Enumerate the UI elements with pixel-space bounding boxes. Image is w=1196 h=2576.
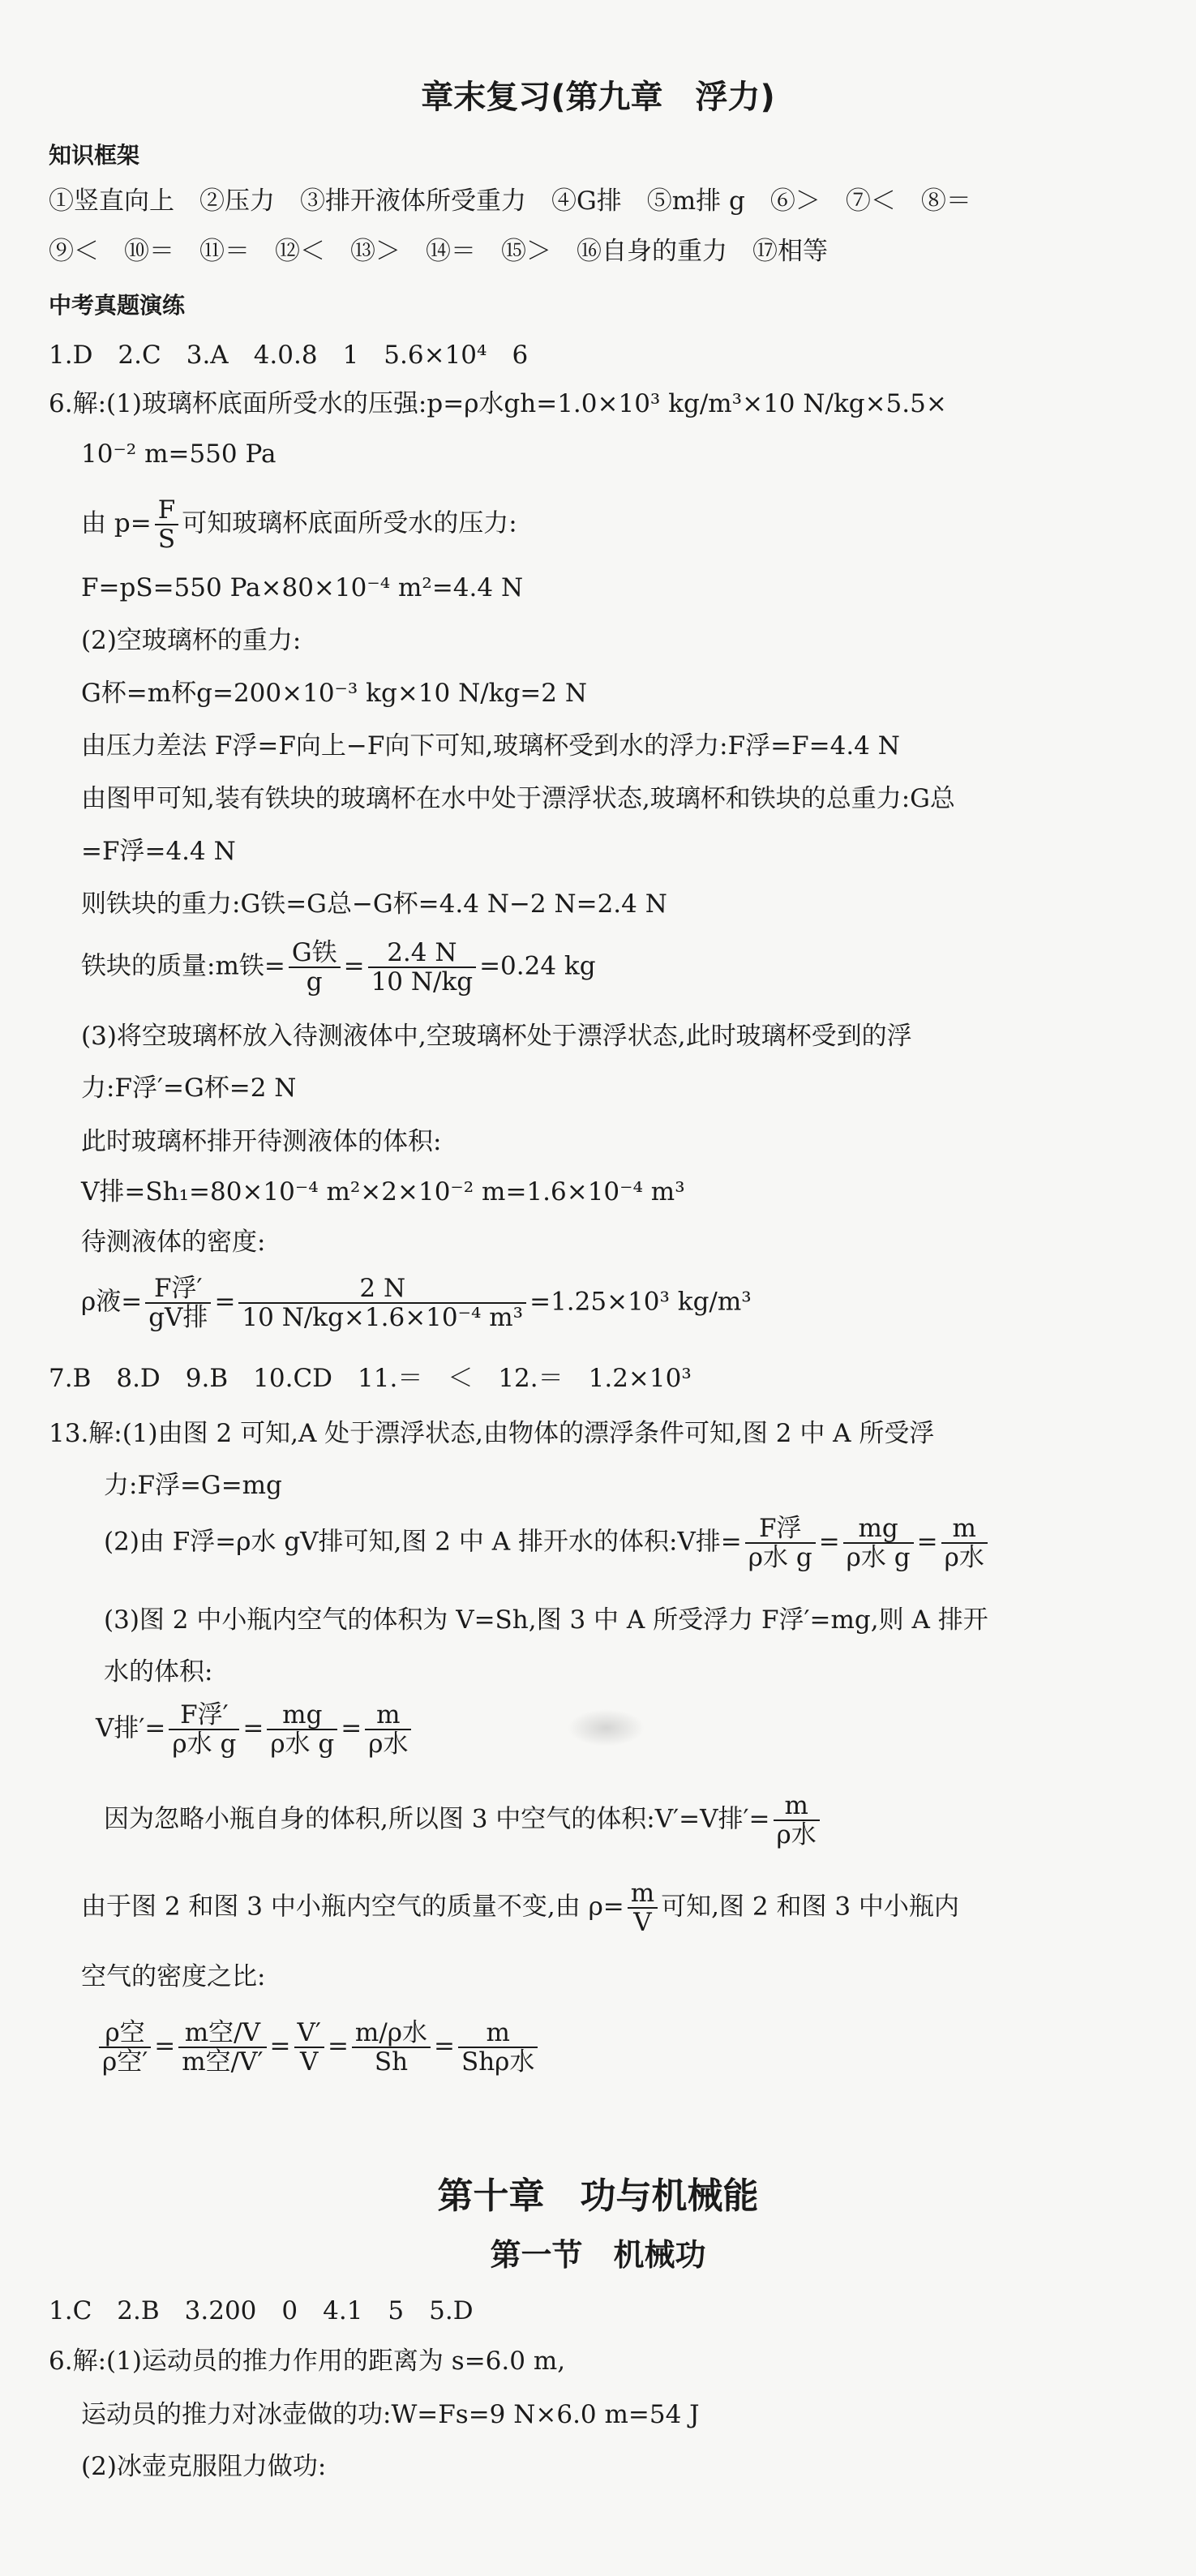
q6-iron-mass-formula: 铁块的质量:m铁= G铁 g = $\frac{2.4 N}{10 N/kg}$ =0.24 kg [81, 938, 596, 997]
q6-line: (3)将空玻璃杯放入待测液体中,空玻璃杯处于漂浮状态,此时玻璃杯受到的浮 [81, 1022, 912, 1051]
q13-line: (3)图 2 中小瓶内空气的体积为 V=Sh,图 3 中 A 所受浮力 F浮′=mg,则 A 排开 [104, 1605, 988, 1635]
chapter-10-section-title: 第一节 机械功 [490, 2237, 706, 2273]
q13-line: 13.解:(1)由图 2 可知,A 处于漂浮状态,由物体的漂浮条件可知,图 2 中 A 所受浮 [49, 1419, 935, 1448]
q6-line: 由压力差法 F浮=F向上−F向下可知,玻璃杯受到水的浮力:F浮=F=4.4 N [81, 731, 900, 761]
q6-line: 由图甲可知,装有铁块的玻璃杯在水中处于漂浮状态,玻璃杯和铁块的总重力:G总 [81, 784, 955, 813]
q6-line: V排=Sh₁=80×10⁻⁴ m²×2×10⁻² m=1.6×10⁻⁴ m³ [81, 1177, 685, 1207]
q6-line: 6.解:(1)玻璃杯底面所受水的压强:p=ρ水gh=1.0×10³ kg/m³×10 N/kg×5.5× [49, 389, 947, 418]
q13-air-volume-formula: 因为忽略小瓶自身的体积,所以图 3 中空气的体积:V′=V排′= m ρ水 [104, 1792, 823, 1849]
q6-line: 力:F浮′=G杯=2 N [81, 1074, 297, 1103]
ch10-answers-1-5: 1.C 2.B 3.200 0 4.1 5 5.D [49, 2296, 474, 2325]
ch10-q6-line: 6.解:(1)运动员的推力作用的距离为 s=6.0 m, [49, 2347, 566, 2376]
framework-answers-line-1: ①竖直向上 ②压力 ③排开液体所受重力 ④G排 ⑤m排 g ⑥＞ ⑦＜ ⑧＝ [49, 186, 971, 216]
q13-line: 水的体积: [104, 1657, 213, 1687]
q6-density-formula: ρ液= F浮′ gV排 = $\frac{2 N}{\text{10 N/kg×1.6×10⁻⁴ m³}}$ =1.25×10³ kg/m³ [81, 1274, 752, 1332]
answers-7-12: 7.B 8.D 9.B 10.CD 11.＝ ＜ 12.＝ 1.2×10³ [49, 1364, 692, 1393]
q6-line: F=pS=550 Pa×80×10⁻⁴ m²=4.4 N [81, 573, 524, 602]
section-heading-knowledge-framework: 知识框架 [49, 142, 140, 169]
ch10-q6-line: (2)冰壶克服阻力做功: [81, 2452, 327, 2481]
framework-answers-line-2: ⑨＜ ⑩＝ ⑪＝ ⑫＜ ⑬＞ ⑭＝ ⑮＞ ⑯自身的重力 ⑰相等 [49, 237, 828, 266]
q6-line: 则铁块的重力:G铁=G总−G杯=4.4 N−2 N=2.4 N [81, 889, 667, 919]
q6-line: =F浮=4.4 N [81, 837, 236, 866]
scan-smudge [568, 1709, 645, 1747]
q13-line: 空气的密度之比: [81, 1962, 266, 1991]
q6-line: 10⁻² m=550 Pa [81, 439, 276, 469]
section-heading-exam-practice: 中考真题演练 [49, 292, 186, 319]
page-title: 章末复习(第九章 浮力) [421, 79, 775, 116]
q6-line: (2)空玻璃杯的重力: [81, 626, 302, 655]
q13-density-ratio-formula: ρ空 ρ空′ = m空/V m空/V′ = $\frac{V'}{V}$ = m/ρ水 Sh = m Shρ水 [96, 2019, 541, 2076]
answers-1-5: 1.D 2.C 3.A 4.0.8 1 5.6×10⁴ 6 [49, 341, 529, 370]
chapter-10-title: 第十章 功与机械能 [437, 2175, 759, 2217]
q13-v-prime-formula: V排′= F浮′ ρ水 g = mg ρ水 g = m ρ水 [96, 1701, 414, 1758]
q6-line: 待测液体的密度: [81, 1228, 266, 1257]
q13-line: 力:F浮=G=mg [104, 1471, 282, 1500]
ch10-q6-line: 运动员的推力对冰壶做的功:W=Fs=9 N×6.0 m=54 J [81, 2400, 700, 2429]
q6-line: 此时玻璃杯排开待测液体的体积: [81, 1127, 442, 1156]
q13-displaced-volume-formula: (2)由 F浮=ρ水 gV排可知,图 2 中 A 排开水的体积:V排= F浮 ρ水 g = mg ρ水 g = m ρ水 [104, 1515, 991, 1571]
q13-density-definition: 由于图 2 和图 3 中小瓶内空气的质量不变,由 ρ= $\frac{m}{V}$ 可知,图 2 和图 3 中小瓶内 [81, 1879, 959, 1937]
q6-pressure-formula: 由 p= $\frac{F}{S}$ 可知玻璃杯底面所受水的压力: [81, 495, 517, 554]
q6-line: G杯=m杯g=200×10⁻³ kg×10 N/kg=2 N [81, 679, 587, 708]
